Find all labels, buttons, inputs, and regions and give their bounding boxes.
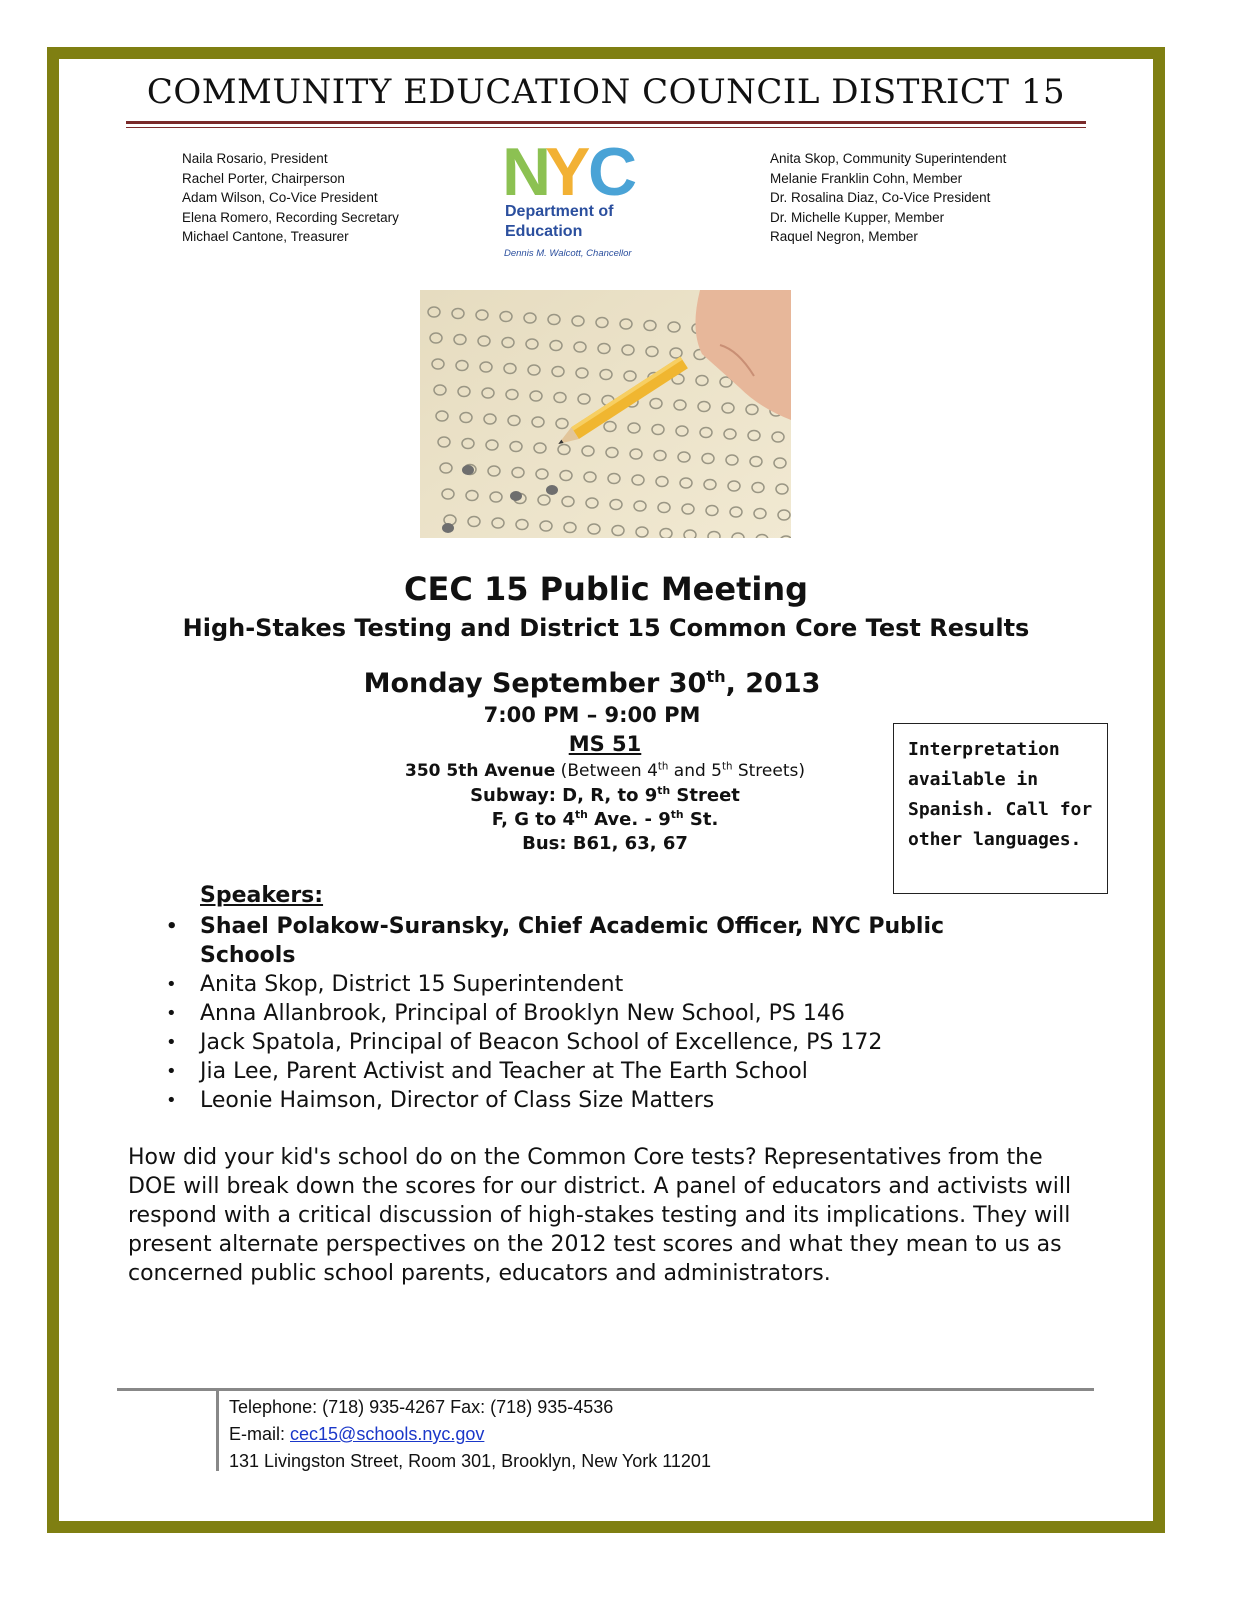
description-paragraph: How did your kid's school do on the Common Core tests? Representatives from the DOE will break down the scores for our district. A panel of educators and activists will respond with a critical discussion of high-stakes testing and its implications. They will present alternate perspectives on the 2012 test scores and what they mean to us as concerned public school parents, educators and administrators. [128,1145,1072,1286]
member-item: Raquel Negron, Member [770,229,918,245]
interpretation-line: other languages. [908,829,1082,850]
speaker-text: Leonie Haimson, Director of Class Size Matters [200,1088,715,1113]
header-divider [126,121,1086,124]
speaker-text: Anna Allanbrook, Principal of Brooklyn New School, PS 146 [200,1001,845,1026]
right-members-list [770,149,1006,247]
contact-email-line [229,1421,711,1448]
subway-sup: th [657,784,671,797]
speaker-item [160,999,1040,1028]
address-sup: th [657,761,669,773]
member-item: Naila Rosario, President [182,151,328,166]
address-and: and 5 [668,761,722,781]
meeting-time: 7:00 PM – 9:00 PM [483,703,701,727]
member-item: Michael Cantone, Treasurer [182,229,349,245]
interpretation-box [893,723,1108,894]
fg-st: St. [683,809,719,830]
date-main: Monday September 30 [363,668,707,699]
bullet-icon: • [166,1090,177,1111]
nyc-doe-logo [500,140,640,265]
date-sup: th [706,667,726,686]
speaker-item [160,970,1040,999]
contact-phone: Telephone: (718) 935-4267 Fax: (718) 935-4536 [229,1397,614,1417]
logo-department [505,202,613,242]
logo-chancellor: Dennis M. Walcott, Chancellor [504,248,632,259]
email-label: E-mail: [229,1424,291,1444]
meeting-title: CEC 15 Public Meeting [403,570,809,608]
meeting-date [0,668,1184,699]
bullet-icon: • [166,1061,177,1082]
member-item: Adam Wilson, Co-Vice President [182,190,378,206]
bus-directions: Bus: B61, 63, 67 [522,833,688,854]
speaker-text: Jack Spatola, Principal of Beacon School of Excellence, PS 172 [200,1030,883,1055]
bullet-icon: • [166,916,178,937]
subway-text: Subway: D, R, to 9 [470,785,658,806]
speaker-item [160,912,1040,970]
bullet-icon: • [166,974,177,995]
contact-address: 131 Livingston Street, Room 301, Brooklyn, New York 11201 [229,1451,711,1471]
address-between: (Between 4 [555,761,658,781]
bullet-icon: • [166,1003,177,1024]
member-item: Anita Skop, Community Superintendent [770,151,1007,166]
meeting-subtitle: High-Stakes Testing and District 15 Common Core Test Results [182,614,1030,642]
footer-divider [117,1388,1094,1391]
speaker-text: Jia Lee, Parent Activist and Teacher at The Earth School [200,1059,808,1084]
pencil-answer-sheet-photo [420,290,791,538]
contact-footer [229,1394,711,1475]
logo-dept-line2: Education [505,223,583,240]
speaker-item [160,1057,1040,1086]
address-streets: Streets) [732,761,805,781]
interpretation-line: Interpretation [908,739,1060,760]
subway-street: Street [670,785,740,806]
logo-dept-line1: Department of [505,203,614,220]
speaker-item [160,1028,1040,1057]
fg-ave: Ave. - 9 [587,809,671,830]
header-divider-thin [126,127,1086,128]
member-item: Melanie Franklin Cohn, Member [770,170,963,186]
address-street: 350 5th Avenue [405,761,556,781]
address-sup: th [721,761,733,773]
meeting-school: MS 51 [568,732,642,756]
bullet-icon: • [166,1032,177,1053]
email-link[interactable]: cec15@schools.nyc.gov [290,1424,485,1444]
member-item: Elena Romero, Recording Secretary [182,209,399,225]
fg-sup: th [670,808,684,821]
date-year: , 2013 [725,668,821,699]
member-item: Dr. Michelle Kupper, Member [770,209,945,225]
speakers-list [160,912,1040,1115]
logo-letter-c: C [588,140,638,200]
member-item: Rachel Porter, Chairperson [182,170,345,186]
logo-letter-y: Y [545,140,591,200]
speaker-text: Anita Skop, District 15 Superintendent [200,972,624,997]
interpretation-line: Spanish. Call for [908,799,1093,820]
fg-sup: th [575,808,588,821]
speaker-item [160,1086,1040,1115]
fg-text: F, G to 4 [491,809,576,830]
interpretation-line: available in [908,769,1039,790]
member-item: Dr. Rosalina Diaz, Co-Vice President [770,190,991,206]
left-members-list [182,149,399,247]
speakers-heading: Speakers: [200,883,324,908]
nyc-letters-icon [500,140,640,200]
logo-letter-n: N [502,140,552,200]
council-title: COMMUNITY EDUCATION COUNCIL DISTRICT 15 [146,72,1066,112]
speaker-text: Shael Polakow-Suransky, Chief Academic Officer, NYC Public Schools [200,914,945,968]
footer-vertical-divider [216,1391,219,1471]
